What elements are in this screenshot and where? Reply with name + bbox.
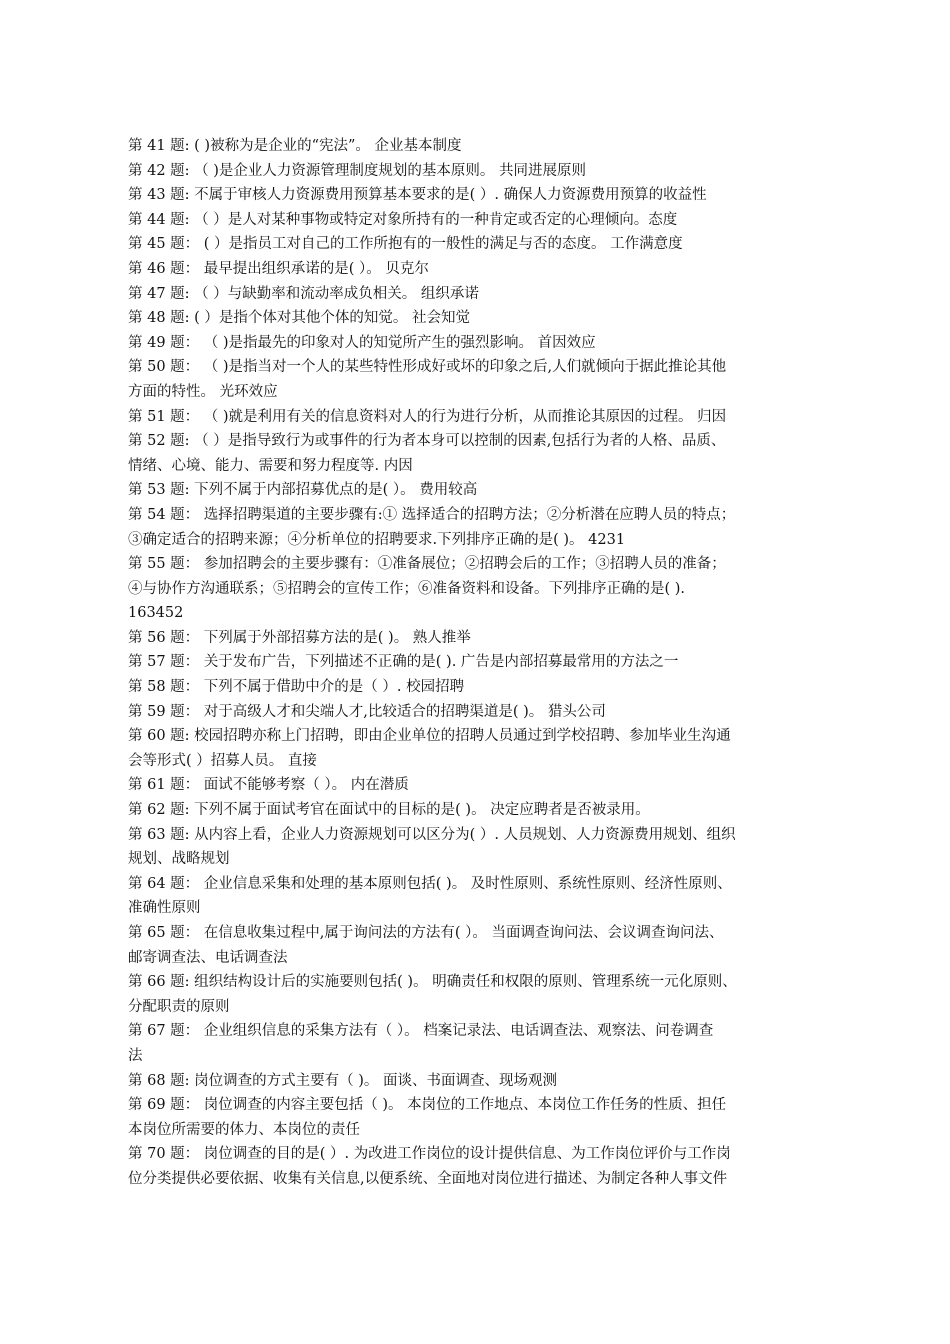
text-line: 邮寄调查法、电话调查法 xyxy=(128,949,288,966)
text-line: 第 43 题: 不属于审核人力资源费用预算基本要求的是( ）. 确保人力资源费用预算的收益性 xyxy=(128,187,707,204)
text-line: 第 55 题： 参加招聘会的主要步骤有：①准备展位；②招聘会后的工作；③招聘人员的准备； xyxy=(128,556,726,573)
text-line: 会等形式( ）招募人员。 直接 xyxy=(128,752,317,769)
text-line: 163452 xyxy=(128,605,184,622)
text-line: 第 54 题： 选择招聘渠道的主要步骤有:① 选择适合的招聘方法；②分析潜在应聘人员的特点； xyxy=(128,506,736,523)
text-line: ④与协作方沟通联系；⑤招聘会的宣传工作；⑥准备资料和设备。下列排序正确的是( ). xyxy=(128,580,686,597)
text-line: 第 41 题: ( )被称为是企业的“宪法”。 企业基本制度 xyxy=(128,138,462,154)
text-line: 分配职责的原则 xyxy=(128,998,230,1015)
text-line: 第 62 题: 下列不属于面试考官在面试中的目标的是( )。 决定应聘者是否被录用。 xyxy=(128,802,650,819)
text-line: 第 42 题: （ )是企业人力资源管理制度规划的基本原则。 共同进展原则 xyxy=(128,162,587,179)
text-line: 第 68 题: 岗位调查的方式主要有（ )。 面谈、书面调查、现场观测 xyxy=(128,1072,558,1089)
text-line: 第 61 题： 面试不能够考察（ ）。 内在潜质 xyxy=(128,777,409,794)
text-line: 第 45 题： ( ）是指员工对自己的工作所抱有的一般性的满足与否的态度。 工作满意度 xyxy=(128,236,683,253)
text-line: 法 xyxy=(128,1047,143,1064)
text-line: 第 66 题: 组织结构设计后的实施要则包括( )。 明确责任和权限的原则、管理系统一元化原则、 xyxy=(128,974,737,991)
text-line: 第 47 题: （ ）与缺勤率和流动率成负相关。 组织承诺 xyxy=(128,285,479,302)
text-line: 本岗位所需要的体力、本岗位的责任 xyxy=(128,1121,360,1138)
question-list xyxy=(128,134,828,1192)
text-line: 准确性原则 xyxy=(128,900,201,917)
text-line: 第 70 题： 岗位调查的目的是( ）. 为改进工作岗位的设计提供信息、为工作岗位评价与工作岗 xyxy=(128,1146,731,1163)
text-line: 第 58 题： 下列不属于借助中介的是（ ）. 校园招聘 xyxy=(128,679,465,696)
text-line: 第 52 题: （ ）是指导致行为或事件的行为者本身可以控制的因素,包括行为者的人格、品质、 xyxy=(128,433,726,450)
text-line: 第 69 题： 岗位调查的内容主要包括（ )。 本岗位的工作地点、本岗位工作任务的性质、担任 xyxy=(128,1097,727,1114)
text-line: 第 53 题: 下列不属于内部招募优点的是( ）。 费用较高 xyxy=(128,482,478,499)
text-line: 第 64 题： 企业信息采集和处理的基本原则包括( )。 及时性原则、系统性原则、经济性原则、 xyxy=(128,875,732,892)
text-line: 位分类提供必要依据、收集有关信息,以便系统、全面地对岗位进行描述、为制定各种人事文件 xyxy=(128,1170,728,1187)
text-line: 情绪、心境、能力、需要和努力程度等. 内因 xyxy=(128,457,413,474)
text-line: 第 44 题: （ ）是人对某种事物或特定对象所持有的一种肯定或否定的心理倾向。态度 xyxy=(128,211,678,228)
text-line: 第 49 题： （ )是指最先的印象对人的知觉所产生的强烈影响。 首因效应 xyxy=(128,334,596,351)
text-line: 第 63 题: 从内容上看，企业人力资源规划可以区分为( ）. 人员规划、人力资源费用规划、组织 xyxy=(128,826,736,843)
text-line: 第 59 题： 对于高级人才和尖端人才,比较适合的招聘渠道是( )。 猎头公司 xyxy=(128,703,606,720)
text-line: 第 48 题: ( ）是指个体对其他个体的知觉。 社会知觉 xyxy=(128,310,471,327)
text-line: 第 51 题： （ )就是利用有关的信息资料对人的行为进行分析，从而推论其原因的过程。 归因 xyxy=(128,408,727,425)
text-line: ③确定适合的招聘来源；④分析单位的招聘要求.下列排序正确的是( )。 4231 xyxy=(128,531,626,548)
text-line: 方面的特性。 光环效应 xyxy=(128,383,278,400)
text-line: 第 56 题： 下列属于外部招募方法的是( )。 熟人推举 xyxy=(128,629,471,646)
text-line: 第 46 题： 最早提出组织承诺的是( ）。 贝克尔 xyxy=(128,260,429,277)
text-line: 规划、战略规划 xyxy=(128,851,230,868)
text-line: 第 57 题： 关于发布广告，下列描述不正确的是( ). 广告是内部招募最常用的方法之一 xyxy=(128,654,679,671)
text-line: 第 67 题： 企业组织信息的采集方法有（ ）。 档案记录法、电话调查法、观察法、问卷调查 xyxy=(128,1023,714,1040)
text-line: 第 50 题： （ )是指当对一个人的某些特性形成好或坏的印象之后,人们就倾向于据此推论其他 xyxy=(128,359,727,376)
text-line: 第 60 题: 校园招聘亦称上门招聘，即由企业单位的招聘人员通过到学校招聘、参加毕业生沟通 xyxy=(128,728,731,745)
text-line: 第 65 题： 在信息收集过程中,属于询问法的方法有( ）。 当面调查询问法、会议调查询问法、 xyxy=(128,925,724,941)
